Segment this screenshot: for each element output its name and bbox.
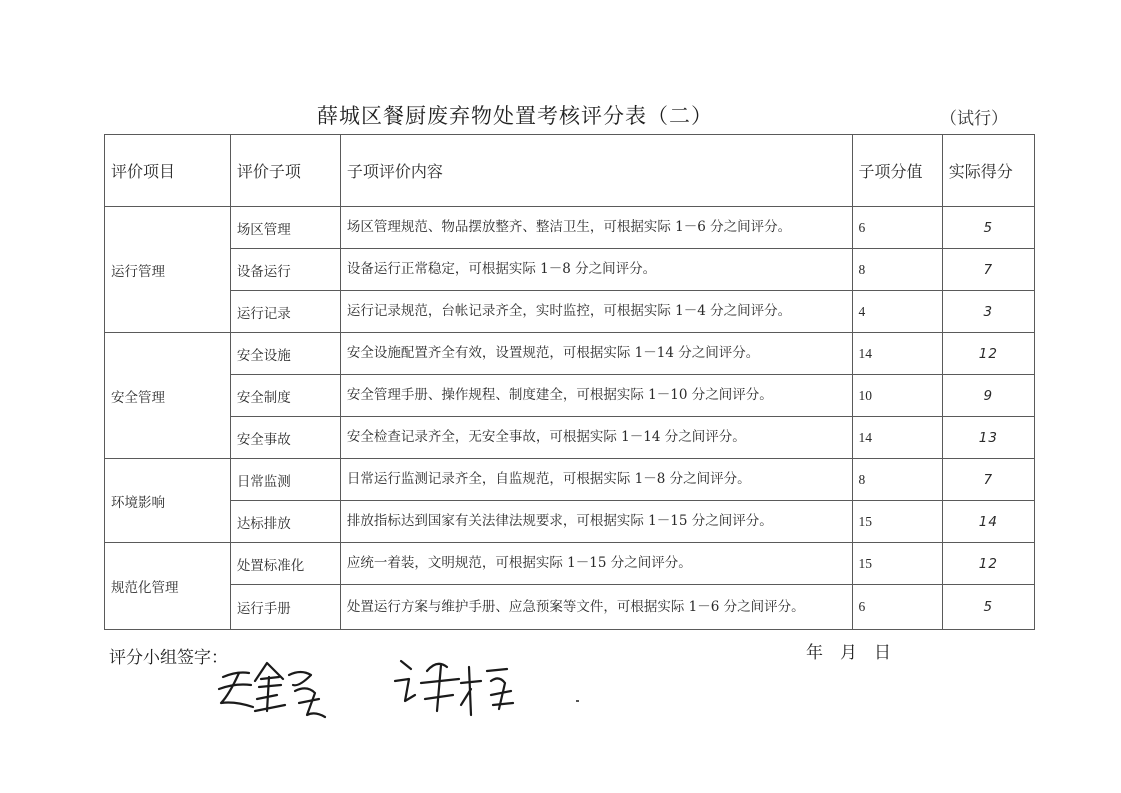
max-score-cell: 6 (852, 585, 942, 630)
table-row (105, 585, 1035, 630)
max-score-cell: 15 (852, 543, 942, 585)
score-table (104, 134, 1035, 630)
content-cell: 安全检查记录齐全，无安全事故，可根据实际 1－14 分之间评分。 (340, 417, 852, 459)
scan-speck (576, 700, 579, 702)
actual-score-cell: 7 (942, 459, 1034, 501)
content-cell: 安全管理手册、操作规程、制度建全，可根据实际 1－10 分之间评分。 (340, 375, 852, 417)
max-score-cell: 15 (852, 501, 942, 543)
table-row (105, 375, 1035, 417)
max-score-cell: 6 (852, 207, 942, 249)
actual-score-cell: 9 (942, 375, 1034, 417)
subitem-cell: 设备运行 (230, 249, 340, 291)
subitem-cell: 安全制度 (230, 375, 340, 417)
subitem-cell: 运行手册 (230, 585, 340, 630)
header-max-score: 子项分值 (852, 135, 942, 207)
max-score-cell: 14 (852, 417, 942, 459)
table-row (105, 291, 1035, 333)
actual-score-cell: 14 (942, 501, 1034, 543)
content-cell: 设备运行正常稳定，可根据实际 1－8 分之间评分。 (340, 249, 852, 291)
table-row (105, 207, 1035, 249)
table-header-row (105, 135, 1035, 207)
signatures-image (215, 655, 525, 735)
subitem-cell: 场区管理 (230, 207, 340, 249)
max-score-cell: 8 (852, 459, 942, 501)
content-cell: 处置运行方案与维护手册、应急预案等文件，可根据实际 1－6 分之间评分。 (340, 585, 852, 630)
header-actual-score: 实际得分 (942, 135, 1034, 207)
table-row (105, 501, 1035, 543)
header-subitem: 评价子项 (230, 135, 340, 207)
content-cell: 运行记录规范，台帐记录齐全，实时监控，可根据实际 1－4 分之间评分。 (340, 291, 852, 333)
actual-score-cell: 3 (942, 291, 1034, 333)
header-content: 子项评价内容 (340, 135, 852, 207)
content-cell: 应统一着装，文明规范，可根据实际 1－15 分之间评分。 (340, 543, 852, 585)
subitem-cell: 处置标准化 (230, 543, 340, 585)
max-score-cell: 4 (852, 291, 942, 333)
content-cell: 排放指标达到国家有关法律法规要求，可根据实际 1－15 分之间评分。 (340, 501, 852, 543)
table-row (105, 333, 1035, 375)
actual-score-cell: 12 (942, 333, 1034, 375)
signature-1 (219, 663, 325, 717)
actual-score-cell: 5 (942, 585, 1034, 630)
document-title: 薛城区餐厨废弃物处置考核评分表（二） (317, 104, 713, 128)
content-cell: 日常运行监测记录齐全，自监规范，可根据实际 1－8 分之间评分。 (340, 459, 852, 501)
category-cell: 环境影响 (105, 459, 231, 543)
actual-score-cell: 5 (942, 207, 1034, 249)
table-row (105, 543, 1035, 585)
table-row (105, 459, 1035, 501)
content-cell: 安全设施配置齐全有效，设置规范，可根据实际 1－14 分之间评分。 (340, 333, 852, 375)
sign-label: 评分小组签字： (109, 648, 228, 668)
subitem-cell: 安全事故 (230, 417, 340, 459)
max-score-cell: 10 (852, 375, 942, 417)
date-label: 年 月 日 (806, 643, 891, 663)
category-cell: 规范化管理 (105, 543, 231, 630)
trial-label: （试行） (940, 109, 1008, 129)
category-cell: 安全管理 (105, 333, 231, 459)
actual-score-cell: 12 (942, 543, 1034, 585)
subitem-cell: 达标排放 (230, 501, 340, 543)
actual-score-cell: 13 (942, 417, 1034, 459)
actual-score-cell: 7 (942, 249, 1034, 291)
subitem-cell: 日常监测 (230, 459, 340, 501)
table-row (105, 249, 1035, 291)
content-cell: 场区管理规范、物品摆放整齐、整洁卫生，可根据实际 1－6 分之间评分。 (340, 207, 852, 249)
max-score-cell: 8 (852, 249, 942, 291)
subitem-cell: 运行记录 (230, 291, 340, 333)
signature-2 (395, 661, 513, 715)
category-cell: 运行管理 (105, 207, 231, 333)
header-category: 评价项目 (105, 135, 231, 207)
table-row (105, 417, 1035, 459)
subitem-cell: 安全设施 (230, 333, 340, 375)
max-score-cell: 14 (852, 333, 942, 375)
